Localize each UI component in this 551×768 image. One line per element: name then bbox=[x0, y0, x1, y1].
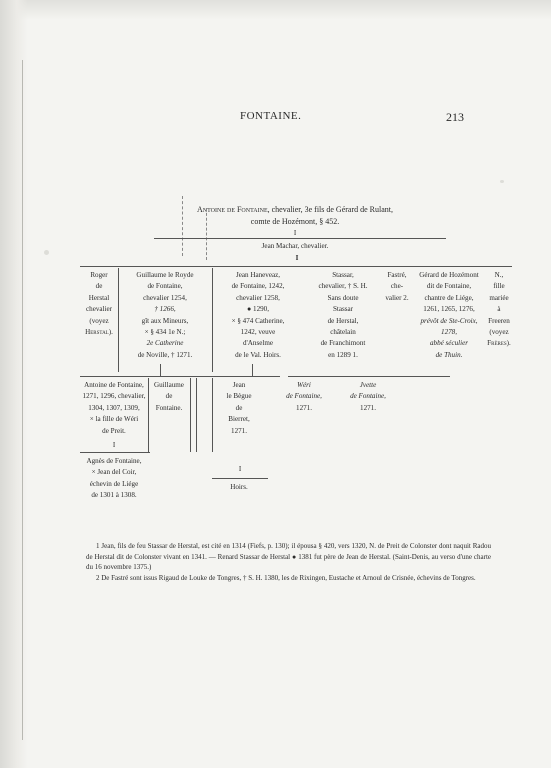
footnotes bbox=[86, 541, 491, 583]
person-weri-de-fontaine: Wéri de Fontaine, 1271. bbox=[286, 381, 322, 412]
dashed-guide bbox=[182, 196, 183, 256]
generation2-rule bbox=[80, 376, 280, 377]
generation2-rule bbox=[288, 376, 450, 377]
person-guillaume-le-royde: Guillaume le Royde de Fontaine, chevalier 1254, † 1266, gît aux Mineurs, × § 434 1e N.; 2e Catherine de Noville, † 1271. bbox=[136, 271, 194, 359]
scan-speck bbox=[44, 250, 49, 255]
scan-top-edge bbox=[0, 0, 551, 20]
scan-speck bbox=[500, 180, 504, 183]
person-roger: Roger de Herstal chevalier (voyez Herstal). bbox=[85, 271, 113, 337]
person-jean-haneveaz: Jean Haneveaz, de Fontaine, 1242, chevalier 1258, ● 1290, × § 474 Catherine, 1242, veuve d'Anselme de le Val. Hoirs. bbox=[231, 271, 285, 359]
person-gerard-de-hozemont: Gérard de Hozémont dit de Fontaine, chantre de Liége, 1261, 1265, 1276, prévôt de Ste-Croix, 1278, abbé séculier de Thuin. bbox=[419, 271, 479, 359]
header-line2: comte de Hozémont, § 452. bbox=[250, 217, 340, 226]
generation3-rule bbox=[212, 478, 268, 479]
generation3-rule bbox=[80, 452, 150, 453]
binding-line bbox=[22, 60, 23, 740]
marriage-rule bbox=[154, 238, 446, 239]
person-antoine-de-fontaine: Antoine de Fontaine, 1271, 1296, chevalier, 1304, 1307, 1309, × la fille de Wéri de Preit. bbox=[82, 381, 146, 435]
running-title: FONTAINE. bbox=[240, 110, 302, 122]
person-jean-le-begue: Jean le Bègue de Bierret, 1271. bbox=[226, 381, 252, 435]
descent-line bbox=[160, 364, 161, 376]
column-divider bbox=[196, 378, 197, 452]
scan-left-edge bbox=[0, 0, 28, 768]
person-agnes-de-fontaine: Agnès de Fontaine, × Jean del Coir, échevin de Liége de 1301 à 1308. bbox=[86, 457, 142, 500]
person-hoirs: Hoirs. bbox=[230, 483, 248, 491]
person-guillaume-de-fontaine: Guillaume de Fontaine. bbox=[154, 381, 184, 412]
column-divider bbox=[190, 378, 191, 452]
genealogy-header-entry bbox=[150, 204, 440, 228]
person-jvette-de-fontaine: Jvette de Fontaine, 1271. bbox=[350, 381, 386, 412]
header-rest: , chevalier, 3e fils de Gérard de Rulant, bbox=[267, 205, 394, 214]
page-number: 213 bbox=[446, 110, 464, 124]
descent-marker: I bbox=[238, 465, 242, 473]
person-fastre: Fastré, che- valier 2. bbox=[385, 271, 409, 302]
generation1-rule bbox=[80, 266, 512, 267]
person-stassar: Stassar, chevalier, † S. H. Sans doute Stassar de Herstal, châtelain de Franchimont en 1289 1. bbox=[318, 271, 368, 359]
spouse-name: Jean Machar, chevalier. bbox=[261, 242, 329, 250]
footnote-1: 1 Jean, fils de feu Stassar de Herstal, est cité en 1314 (Fiefs, p. 130); il épousa § 420, vers 1320, N. de Preit de Colonster dont naquit Radou de Herstal dit de Colonster vivant en 1341. — Renard Stassar de Herstal ● 1381 fut père de Jean de Herstal. (Saint-Denis, au verso d'une charte du 16 novembre 1375.) bbox=[86, 542, 491, 572]
person-n-fille: N., fille mariée à Freeren (voyez Frères). bbox=[487, 271, 511, 348]
descent-line bbox=[252, 364, 253, 376]
spouse-marker: I bbox=[295, 254, 299, 262]
dashed-guide bbox=[206, 208, 207, 260]
descent-marker: I bbox=[112, 441, 116, 449]
header-name: Antoine de Fontaine bbox=[196, 205, 268, 214]
footnote-2: 2 De Fastré sont issus Rigaud de Louke de Tongres, † S. H. 1380, les de Rixingen, Eustache et Arnoul de Crisnée, échevins de Tongres. bbox=[96, 573, 476, 582]
header-marker: I bbox=[293, 229, 297, 237]
